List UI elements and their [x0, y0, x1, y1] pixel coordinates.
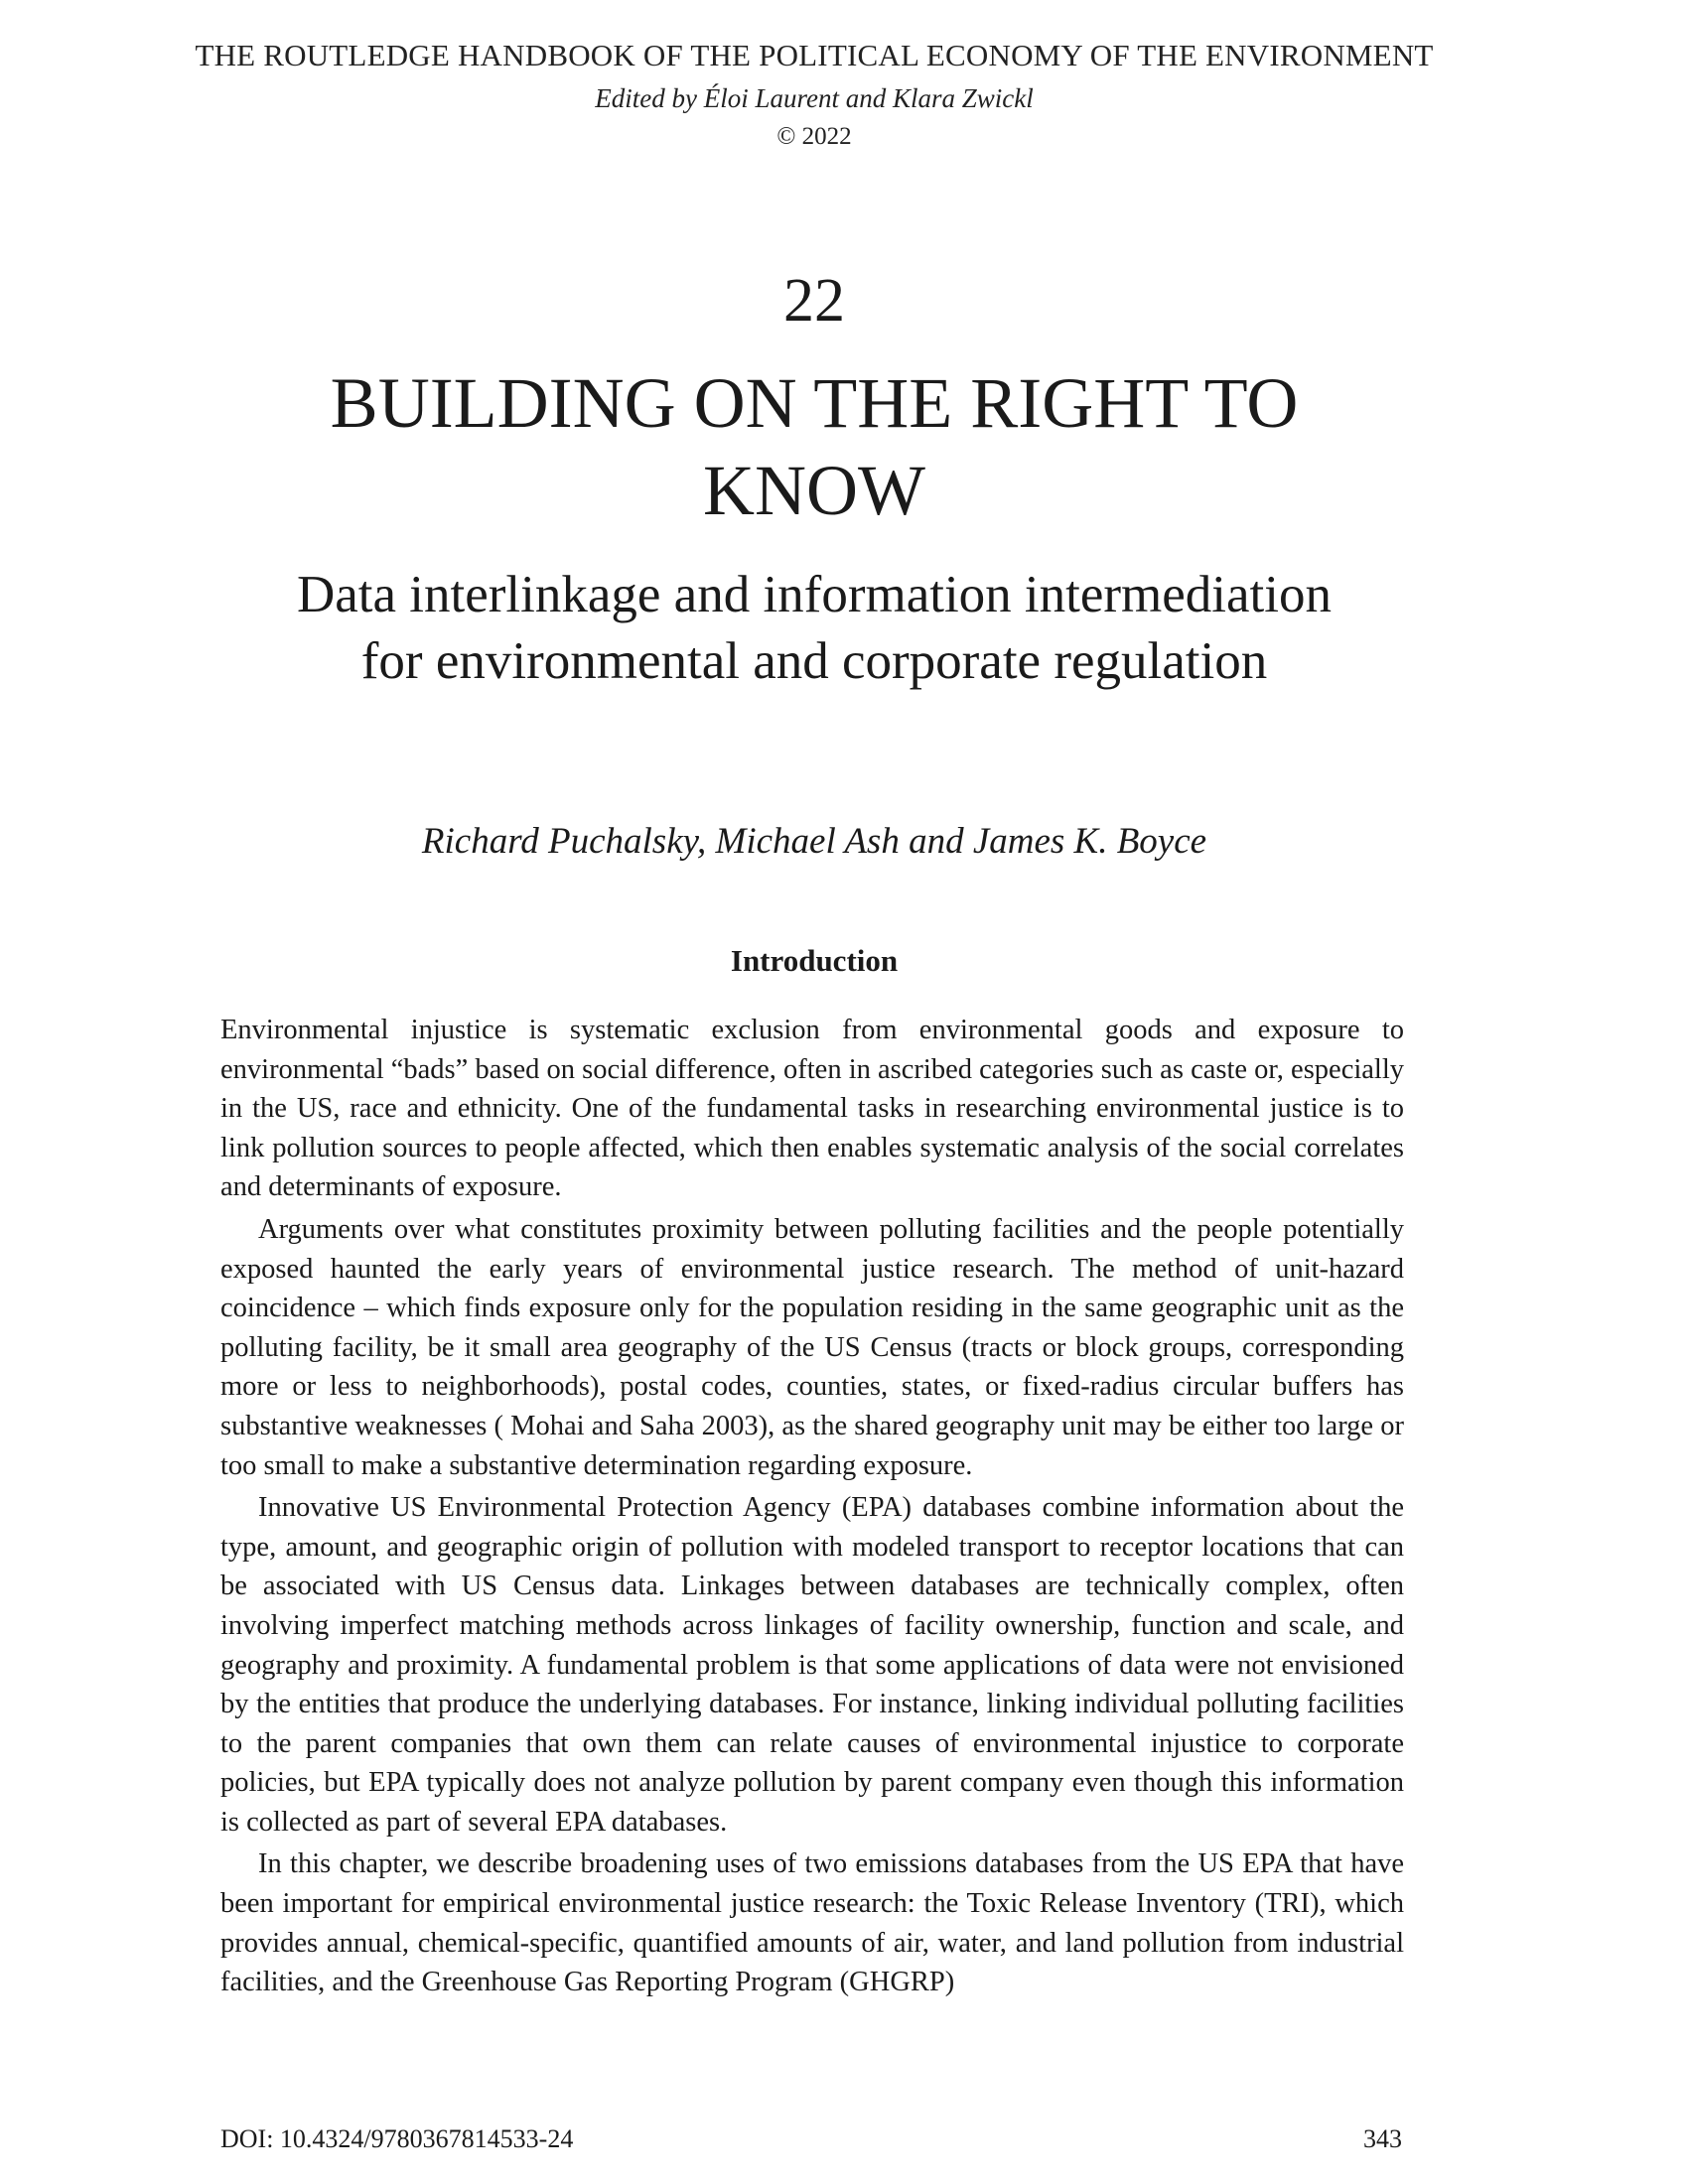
copyright-line: © 2022 — [776, 123, 852, 150]
chapter-number: 22 — [783, 267, 845, 335]
paragraph: Environmental injustice is systematic exclusion from environmental goods and exposure to environmental “bads” based on social difference, often in ascribed categories such as caste or, especially in the US, race and ethnicity. One of the fundamental tasks in researching environmental justice is to link pollution sources to people affected, which then enables systematic analysis of the social correlates and determinants of exposure. — [220, 1015, 1404, 1203]
paragraph: Innovative US Environmental Protection Agency (EPA) databases combine information about the type, amount, and geographic origin of pollution with modeled transport to receptor locations that can be associated with US Census data. Linkages between databases are technically complex, often involving imperfect matching methods across linkages of facility ownership, function and scale, and geography and proximity. A fundamental problem is that some applications of data were not envisioned by the entities that produce the underlying databases. For instance, linking individual polluting facilities to the parent companies that own them can relate causes of environmental injustice to corporate policies, but EPA typically does not analyze pollution by parent company even though this information is collected as part of several EPA databases. — [220, 1492, 1404, 1838]
doi: DOI: 10.4324/9780367814533-24 — [220, 2124, 574, 2153]
section-heading: Introduction — [730, 943, 899, 978]
paragraph: In this chapter, we describe broadening uses of two emissions databases from the US EPA that have been important for empirical environmental justice research: the Toxic Release Inventory (TRI), which provides annual, chemical-specific, quantified amounts of air, water, and land pollution from industrial facilities, and the Greenhouse Gas Reporting Program (GHGRP) — [220, 1848, 1404, 1998]
page-number: 343 — [1363, 2124, 1402, 2153]
body-text — [220, 1011, 1404, 2005]
book-title: THE ROUTLEDGE HANDBOOK OF THE POLITICAL ECONOMY OF THE ENVIRONMENT — [195, 38, 1434, 72]
chapter-title: BUILDING ON THE RIGHT TO KNOW — [330, 363, 1299, 530]
chapter-subtitle: Data interlinkage and information intermediation for environmental and corporate regulation — [297, 566, 1332, 690]
chapter-authors: Richard Puchalsky, Michael Ash and James K. Boyce — [421, 821, 1207, 862]
book-editors: Edited by Éloi Laurent and Klara Zwickl — [595, 83, 1034, 113]
paragraph: Arguments over what constitutes proximity between polluting facilities and the people potentially exposed haunted the early years of environmental justice research. The method of unit-hazard coincidence – which finds exposure only for the population residing in the same geographic unit as the polluting facility, be it small area geography of the US Census (tracts or block groups, corresponding more or less to neighborhoods), postal codes, counties, states, or fixed-radius circular buffers has substantive weaknesses ( Mohai and Saha 2003), as the shared geography unit may be either too large or too small to make a substantive determination regarding exposure. — [220, 1213, 1404, 1481]
